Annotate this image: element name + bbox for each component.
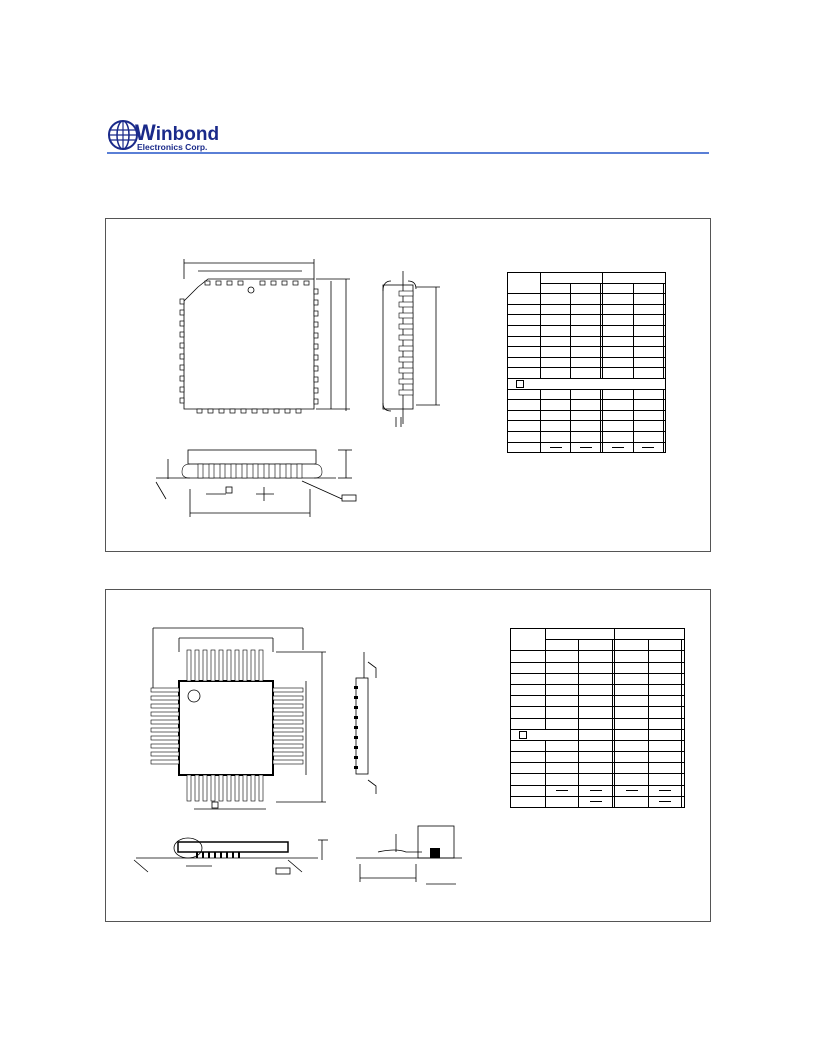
table-row [511,684,685,695]
table-row [511,651,685,662]
plcc-dimension-table [507,272,666,453]
table-row [511,785,685,796]
table-row [511,752,685,763]
brand-subtitle: Electronics Corp. [137,142,208,152]
table-row [511,629,685,640]
table-row [508,431,666,442]
company-logo [107,118,227,154]
table-row [511,740,685,751]
table-row [508,389,666,400]
table-row [508,273,666,284]
table-row [508,400,666,411]
table-row [508,347,666,358]
brand-initial: Winbond [135,120,220,145]
header-rule [107,152,709,154]
table-row [508,315,666,326]
table-row [511,796,685,807]
square-symbol-icon [516,380,524,388]
table-row [508,357,666,368]
table-row [508,368,666,379]
table-row [511,707,685,718]
package-drawing-tqfp [105,589,711,922]
table-row [508,421,666,432]
tqfp-dimension-table [510,628,685,808]
table-row [508,442,666,453]
table-row [508,325,666,336]
table-row [511,662,685,673]
table-row [511,696,685,707]
table-row [511,763,685,774]
table-row [508,410,666,421]
table-row [508,336,666,347]
table-row [511,774,685,785]
table-row [511,729,685,740]
table-row [508,294,666,305]
table-row [511,718,685,729]
table-row [508,378,666,389]
square-symbol-icon [519,731,527,739]
table-row [508,304,666,315]
package-drawing-plcc [105,218,711,552]
table-row [511,673,685,684]
